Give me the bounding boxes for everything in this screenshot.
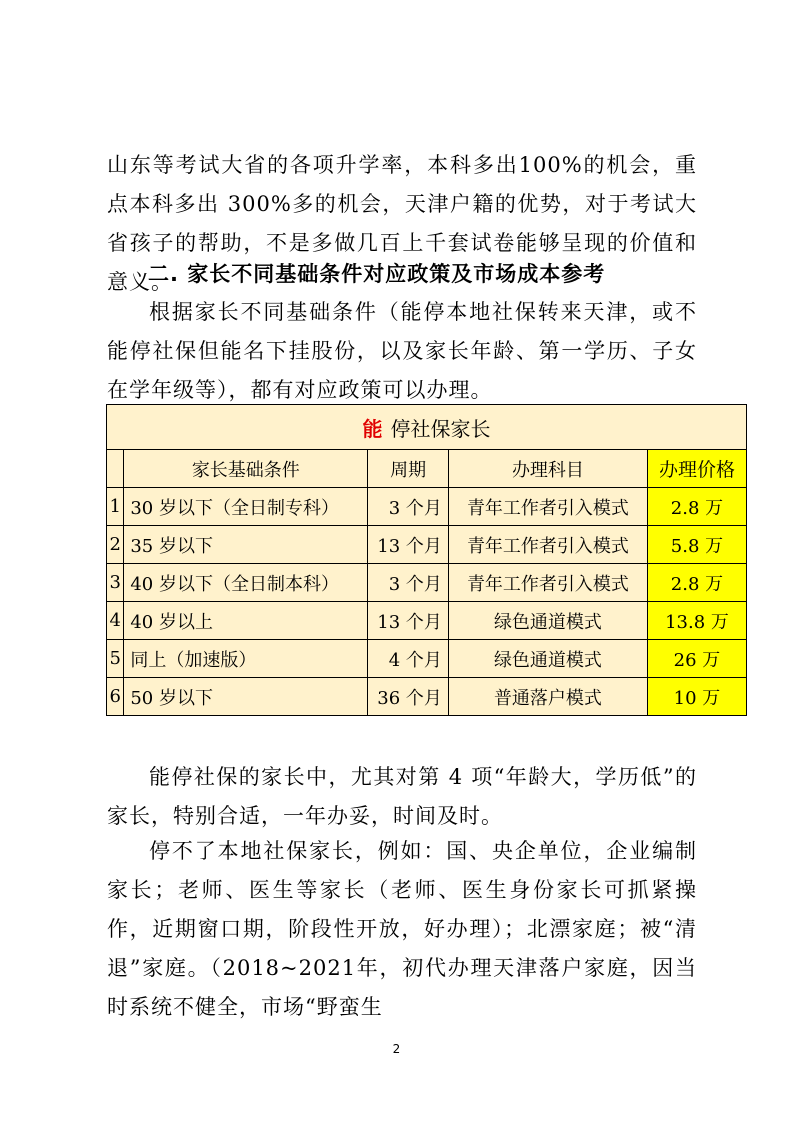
row-condition: 40 岁以下（全日制本科） [124, 564, 368, 602]
row-num: 4 [107, 602, 124, 640]
caption-text: 停社保家长 [390, 416, 491, 441]
header-condition: 家长基础条件 [124, 450, 368, 488]
row-condition: 35 岁以下 [124, 526, 368, 564]
policy-table [106, 404, 747, 716]
header-period: 周期 [368, 450, 449, 488]
row-item: 青年工作者引入模式 [448, 564, 647, 602]
caption-highlight: 能 [362, 416, 383, 441]
row-item: 绿色通道模式 [448, 602, 647, 640]
row-condition: 50 岁以下 [124, 678, 368, 716]
page-number: 2 [392, 1042, 401, 1056]
section-heading: 二. 家长不同基础条件对应政策及市场成本参考 [148, 262, 606, 286]
section-intro-paragraph: 根据家长不同基础条件（能停本地社保转来天津，或不能停社保但能名下挂股份，以及家长年龄、第一学历、子女在学年级等），都有对应政策可以办理。 [107, 300, 697, 402]
row-period: 3 个月 [368, 488, 449, 526]
table-row [107, 526, 747, 564]
table-caption-row [107, 405, 747, 450]
header-price: 办理价格 [647, 450, 746, 488]
table-row [107, 602, 747, 640]
row-period: 3 个月 [368, 564, 449, 602]
table-row [107, 678, 747, 716]
row-num: 1 [107, 488, 124, 526]
row-num: 6 [107, 678, 124, 716]
row-period: 4 个月 [368, 640, 449, 678]
row-condition: 30 岁以下（全日制专科） [124, 488, 368, 526]
intro-paragraph: 山东等考试大省的各项升学率，本科多出100%的机会，重点本科多出 300%多的机会，天津户籍的优势，对于考试大省孩子的帮助，不是多做几百上千套试卷能够呈现的价值和意义。 [107, 153, 697, 294]
row-price: 10 万 [647, 678, 746, 716]
row-price: 26 万 [647, 640, 746, 678]
paragraph-after-table: 能停社保的家长中，尤其对第 4 项“年龄大，学历低”的家长，特别合适，一年办妥，时间及时。 [107, 765, 697, 828]
row-period: 36 个月 [368, 678, 449, 716]
table-header-row [107, 450, 747, 488]
row-price: 5.8 万 [647, 526, 746, 564]
table-row [107, 488, 747, 526]
table-row [107, 640, 747, 678]
header-num [107, 450, 124, 488]
row-price: 2.8 万 [647, 564, 746, 602]
row-item: 青年工作者引入模式 [448, 526, 647, 564]
row-item: 绿色通道模式 [448, 640, 647, 678]
row-price: 13.8 万 [647, 602, 746, 640]
row-condition: 40 岁以上 [124, 602, 368, 640]
row-condition: 同上（加速版） [124, 640, 368, 678]
row-period: 13 个月 [368, 602, 449, 640]
paragraph-last: 停不了本地社保家长，例如：国、央企单位，企业编制家长；老师、医生等家长（老师、医生身份家长可抓紧操作，近期窗口期，阶段性开放，好办理）；北漂家庭；被“清退”家庭。（2018~2021年，初代办理天津落户家庭，因当时系统不健全，市场“野蛮生 [107, 839, 697, 1019]
row-price: 2.8 万 [647, 488, 746, 526]
row-num: 2 [107, 526, 124, 564]
row-item: 青年工作者引入模式 [448, 488, 647, 526]
row-num: 5 [107, 640, 124, 678]
row-period: 13 个月 [368, 526, 449, 564]
header-item: 办理科目 [448, 450, 647, 488]
table-caption [107, 405, 747, 450]
row-item: 普通落户模式 [448, 678, 647, 716]
row-num: 3 [107, 564, 124, 602]
table-row [107, 564, 747, 602]
